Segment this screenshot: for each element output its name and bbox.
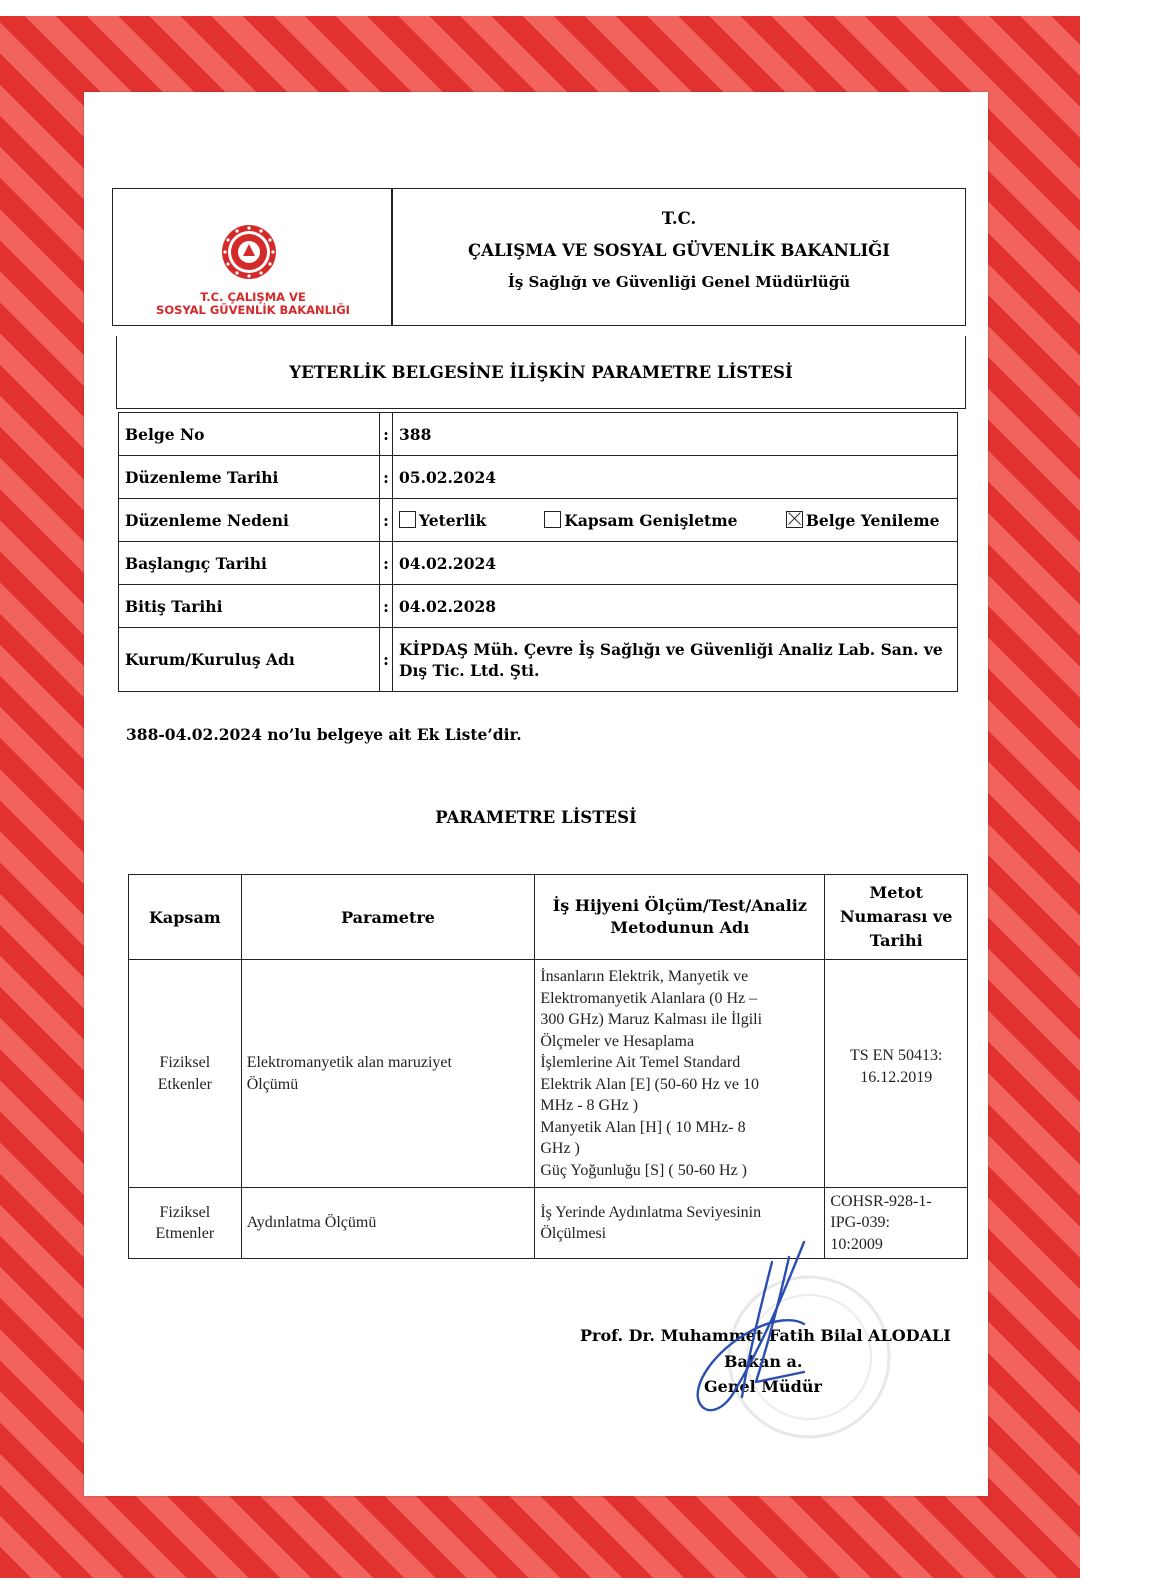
title-box	[116, 336, 966, 409]
row1-metod-line: Elektrik Alan [E] (50-60 Hz ve 10	[540, 1075, 759, 1093]
info-row-duzenleme-tarihi	[119, 456, 958, 499]
reason-label: Kapsam Genişletme	[564, 510, 738, 530]
reason-option-yeterlik	[399, 511, 539, 530]
info-row-duzenleme-nedeni	[119, 499, 958, 542]
row2-metot-line-1: COHSR-928-1-	[830, 1192, 932, 1210]
row1-metod-line: GHz )	[540, 1140, 580, 1157]
row1-metot-line-2: 16.12.2019	[860, 1068, 933, 1086]
reason-option-belge-yenileme	[786, 511, 940, 530]
header-metot-line-2: Numarası ve	[839, 907, 953, 926]
row1-metod-line: Ölçmeler ve Hesaplama	[540, 1032, 695, 1050]
logo-text-line-2: SOSYAL GÜVENLİK BAKANLIĞI	[156, 303, 350, 317]
header-metot-line-3: Tarihi	[869, 931, 923, 950]
reason-option-kapsam	[544, 511, 780, 530]
row2-kapsam-line-2: Etmenler	[155, 1225, 215, 1242]
row1-metot	[825, 960, 968, 1188]
row2-kapsam	[129, 1188, 242, 1259]
row1-metod-line: 300 GHz) Maruz Kalması ile İlgili	[540, 1011, 763, 1028]
header-metot-line-1: Metot	[869, 883, 923, 902]
row1-metot-line-1: TS EN 50413:	[849, 1047, 943, 1064]
handwritten-signature-icon	[654, 1232, 854, 1432]
row1-metod-line: Elektromanyetik Alanlara (0 Hz –	[540, 989, 758, 1007]
signatory-title: Genel Müdür	[704, 1377, 822, 1396]
header-metot	[825, 875, 968, 960]
row1-metod-line: Güç Yoğunluğu [S] ( 50-60 Hz )	[540, 1161, 747, 1179]
row2-kapsam-line-1: Fiziksel	[159, 1203, 211, 1221]
checked-checkbox-icon	[786, 511, 803, 528]
kurum-line-1: KİPDAŞ Müh. Çevre İş Sağlığı ve Güvenliği Analiz Lab. San. ve	[399, 639, 943, 659]
info-row-bitis	[119, 585, 958, 628]
signatory-line-2: Bakan a.	[724, 1352, 803, 1371]
parameter-table	[128, 874, 968, 1259]
header-metod-line-2: Metodunun Adı	[610, 918, 750, 937]
row2-metod-line: İş Yerinde Aydınlatma Seviyesinin	[540, 1203, 762, 1221]
row1-metod-line: Manyetik Alan [H] ( 10 MHz- 8	[540, 1118, 746, 1136]
baslangic-value: 04.02.2024	[393, 542, 958, 585]
kurum-label: Kurum/Kuruluş Adı	[119, 628, 380, 692]
header-metod	[535, 875, 825, 960]
ek-liste-note: 388-04.02.2024 no’lu belgeye ait Ek Liste’dir.	[126, 725, 522, 744]
duzenleme-tarihi-value: 05.02.2024	[393, 456, 958, 499]
row1-parametre	[241, 960, 535, 1188]
row2-metot-line-2: IPG-039:	[830, 1214, 890, 1232]
row1-kapsam	[129, 960, 242, 1188]
checkbox-icon	[544, 511, 561, 528]
checkbox-icon	[399, 511, 416, 528]
kurum-line-2: Dış Tic. Ltd. Şti.	[399, 660, 540, 680]
info-table	[118, 412, 958, 692]
duzenleme-nedeni-label: Düzenleme Nedeni	[119, 499, 380, 542]
table-row	[129, 960, 968, 1188]
info-row-kurum	[119, 628, 958, 692]
header-metod-line-1: İş Hijyeni Ölçüm/Test/Analiz	[552, 896, 807, 915]
document-page	[84, 92, 988, 1496]
row2-metot-line-3: 10:2009	[830, 1235, 883, 1253]
logo-text	[153, 291, 353, 317]
document-title: YETERLİK BELGESİNE İLİŞKİN PARAMETRE LİSTESİ	[289, 363, 793, 382]
row1-kapsam-line-1: Fiziksel	[159, 1054, 211, 1071]
header-parametre: Parametre	[241, 875, 535, 960]
row2-parametre: Aydınlatma Ölçümü	[241, 1188, 535, 1259]
colon: :	[380, 499, 393, 542]
colon: :	[380, 628, 393, 692]
duzenleme-tarihi-label: Düzenleme Tarihi	[119, 456, 380, 499]
info-row-belge-no	[119, 413, 958, 456]
header-line-tc: T.C.	[661, 209, 697, 228]
ministry-logo-icon	[221, 224, 277, 280]
header-kapsam: Kapsam	[129, 875, 242, 960]
baslangic-label: Başlangıç Tarihi	[119, 542, 380, 585]
bitis-value: 04.02.2028	[393, 585, 958, 628]
kurum-value	[393, 628, 958, 692]
header-box	[112, 188, 966, 326]
colon: :	[380, 585, 393, 628]
info-row-baslangic	[119, 542, 958, 585]
header-line-directorate: İş Sağlığı ve Güvenliği Genel Müdürlüğü	[507, 273, 851, 291]
row1-parametre-line-2: Ölçümü	[246, 1075, 299, 1093]
belge-no-value: 388	[393, 413, 958, 456]
colon: :	[380, 456, 393, 499]
row2-metod-line: Ölçülmesi	[540, 1225, 607, 1242]
header-line-ministry: ÇALIŞMA VE SOSYAL GÜVENLİK BAKANLIĞI	[468, 241, 890, 260]
row1-metod	[535, 960, 825, 1188]
colon: :	[380, 413, 393, 456]
belge-no-label: Belge No	[119, 413, 380, 456]
reason-label: Yeterlik	[419, 510, 487, 530]
row1-parametre-line-1: Elektromanyetik alan maruziyet	[246, 1054, 452, 1071]
row1-metod-line: İşlemlerine Ait Temel Standard	[540, 1054, 741, 1071]
signatory-name: Prof. Dr. Muhammet Fatih Bilal ALODALI	[580, 1326, 951, 1345]
colon: :	[380, 542, 393, 585]
bitis-label: Bitiş Tarihi	[119, 585, 380, 628]
row1-kapsam-line-2: Etkenler	[157, 1075, 212, 1093]
row1-metod-line: İnsanların Elektrik, Manyetik ve	[540, 968, 749, 985]
row1-metod-line: MHz - 8 GHz )	[540, 1097, 639, 1114]
duzenleme-nedeni-options	[393, 499, 958, 542]
logo-text-line-1: T.C. ÇALIŞMA VE	[200, 290, 306, 304]
reason-label: Belge Yenileme	[805, 510, 940, 530]
parameter-list-title: PARAMETRE LİSTESİ	[435, 808, 637, 827]
parameter-table-header	[129, 875, 968, 960]
